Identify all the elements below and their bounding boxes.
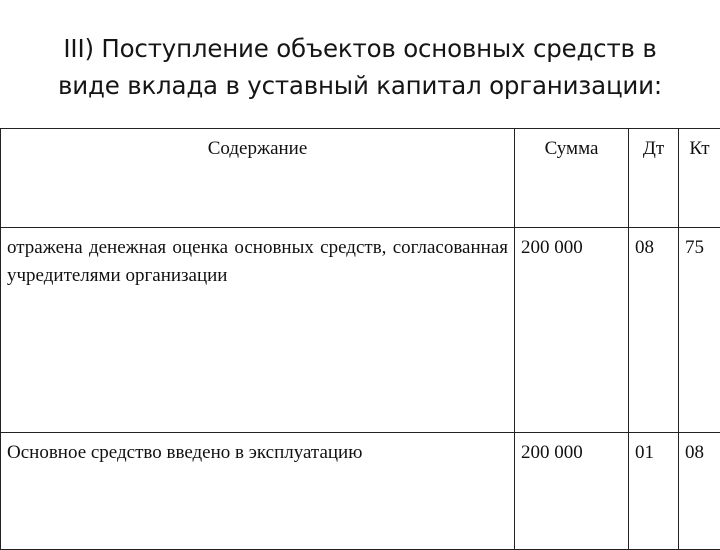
table-header-row bbox=[1, 129, 720, 228]
table-row bbox=[1, 433, 720, 550]
row-debit: 01 bbox=[629, 433, 679, 550]
row-content: Основное средство введено в эксплуатацию bbox=[1, 433, 515, 550]
row-credit: 08 bbox=[679, 433, 720, 550]
header-credit: Кт bbox=[679, 129, 720, 228]
row-sum: 200 000 bbox=[515, 433, 629, 550]
row-debit: 08 bbox=[629, 228, 679, 433]
header-debit: Дт bbox=[629, 129, 679, 228]
slide-title-line-1: III) Поступление объектов основных средств в bbox=[0, 30, 720, 67]
accounting-entries-table bbox=[0, 128, 720, 550]
row-credit: 75 bbox=[679, 228, 720, 433]
header-content: Содержание bbox=[1, 129, 515, 228]
slide-title-line-2: виде вклада в уставный капитал организации: bbox=[0, 67, 720, 104]
slide-title bbox=[0, 30, 720, 104]
header-sum: Сумма bbox=[515, 129, 629, 228]
table-row bbox=[1, 228, 720, 433]
row-sum: 200 000 bbox=[515, 228, 629, 433]
row-content: отражена денежная оценка основных средств, согласованная учредителями организации bbox=[1, 228, 515, 433]
